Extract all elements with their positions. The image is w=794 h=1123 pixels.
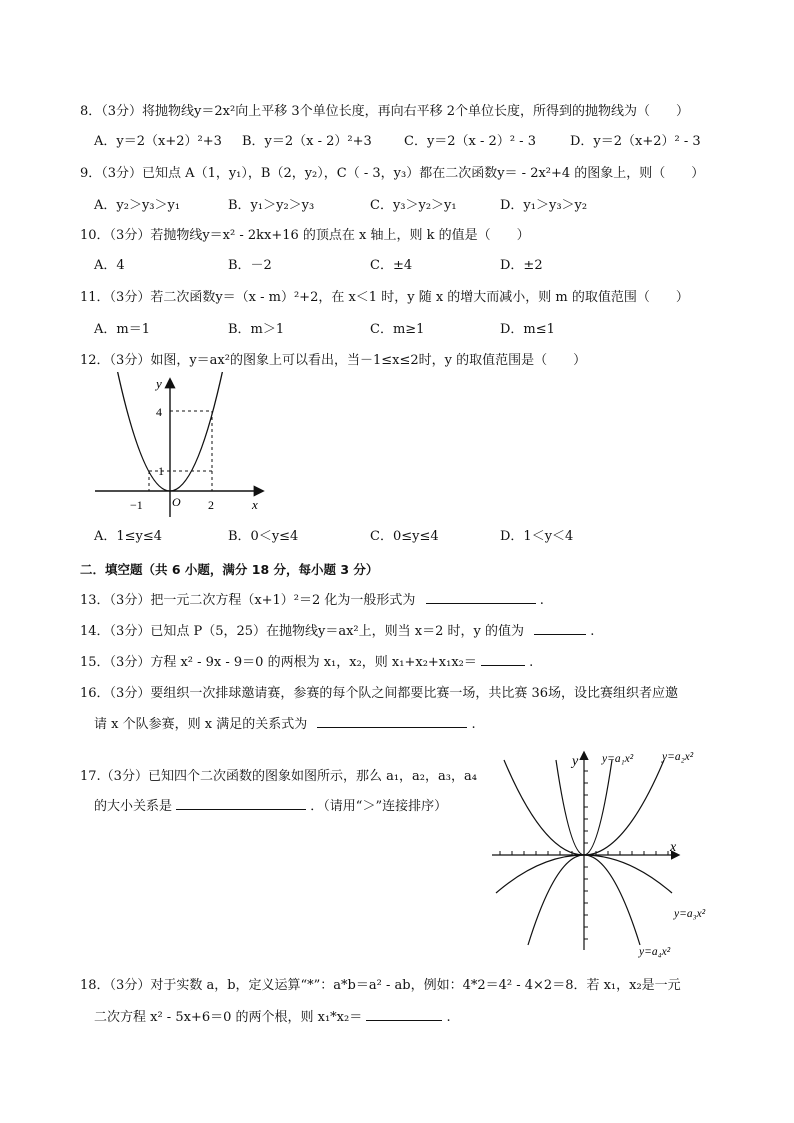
q8-option-c: C．y＝2（x - 2）² - 3 [404,134,536,149]
q12-tick-minus1: −1 [130,498,143,512]
q12-x-label: x [252,497,258,512]
q12-parabola-graph [90,372,280,522]
q14-answer-blank[interactable] [534,622,586,635]
q10-option-a: A．4 [94,258,125,273]
q9-option-a: A．y₂＞y₃＞y₁ [94,198,181,213]
q12-option-a: A．1≤y≤4 [94,529,163,544]
q15-end: . [529,655,534,670]
q10-option-c: C．±4 [370,258,413,273]
q12-tick-4: 4 [156,405,162,419]
q12-origin-label: O [172,495,181,509]
q8-option-a: A．y＝2（x+2）²+3 [94,134,222,149]
q11-option-a: A．m＝1 [94,322,150,337]
q17-line2 [94,797,447,816]
q16-line2 [94,715,476,734]
q12-stem: 12．（3分）如图，y＝ax²的图象上可以看出，当－1≤x≤2时，y 的取值范围是（ ） [80,353,587,368]
q12-option-d: D．1＜y＜4 [500,529,574,544]
q12-tick-2: 2 [208,498,214,512]
q11-stem: 11．（3分）若二次函数y＝（x - m）²+2，在 x＜1 时，y 随 x 的增大而减小，则 m 的取值范围（ ） [80,290,689,305]
q17-end: ．（请用“＞”连接排序） [310,799,448,814]
q9-option-c: C．y₃＞y₂＞y₁ [370,198,457,213]
q10-option-b: B．－2 [228,258,272,273]
q17-four-parabolas-graph [488,745,724,967]
q18-answer-blank[interactable] [366,1008,442,1021]
q15-text: 15．（3分）方程 x² - 9x - 9＝0 的两根为 x₁，x₂，则 x₁+x₂+x₁x₂＝ [80,655,477,670]
q17-y-label: y [572,754,579,769]
q9-option-b: B．y₁＞y₂＞y₃ [228,198,315,213]
q16-answer-blank[interactable] [317,715,467,728]
q18-text: 二次方程 x² - 5x+6＝0 的两个根，则 x₁*x₂＝ [94,1010,363,1025]
q8-option-d: D．y＝2（x+2）² - 3 [570,134,701,149]
q11-option-b: B．m＞1 [228,322,285,337]
q13-text: 13．（3分）把一元二次方程（x+1）²＝2 化为一般形式为 [80,593,416,608]
q17-label-a1: y=a₁x² [602,753,634,765]
q18-line2 [94,1008,451,1027]
q17-label-a3: y=a₃x² [674,908,706,920]
q16-end: . [471,717,476,732]
q13-answer-blank[interactable] [426,591,536,604]
q17-line1: 17.（3分）已知四个二次函数的图象如图所示，那么 a₁，a₂，a₃，a₄ [80,769,477,784]
q9-option-d: D．y₁＞y₃＞y₂ [500,198,588,213]
q18-end: . [446,1010,451,1025]
q10-option-d: D．±2 [500,258,543,273]
q10-stem: 10．（3分）若抛物线y＝x² - 2kx+16 的顶点在 x 轴上，则 k 的值是（ ） [80,228,530,243]
q16-text: 请 x 个队参赛，则 x 满足的关系式为 [94,717,308,732]
q15-answer-blank[interactable] [481,653,525,666]
q11-option-d: D．m≤1 [500,322,555,337]
q17-answer-blank[interactable] [176,797,306,810]
q16-line1: 16．（3分）要组织一次排球邀请赛，参赛的每个队之间都要比赛一场，共比赛 36场，设比赛组织者应邀 [80,686,678,701]
q17-x-label: x [670,840,677,855]
q11-option-c: C．m≥1 [370,322,425,337]
q12-option-c: C．0≤y≤4 [370,529,439,544]
q13-end: . [539,593,544,608]
q14-end: . [590,624,595,639]
q12-y-label: y [156,376,162,391]
q17-label-a4: y=a₄x² [639,946,671,958]
q17-label-a2: y=a₂x² [662,751,694,763]
q12-tick-1: 1 [158,464,164,478]
section-2-heading: 二．填空题（共 6 小题，满分 18 分，每小题 3 分） [80,562,379,577]
q17-text: 的大小关系是 [94,799,173,814]
q8-option-b: B．y＝2（x - 2）²+3 [242,134,372,149]
q12-option-b: B．0＜y≤4 [228,529,299,544]
q8-stem: 8．（3分）将抛物线y＝2x²向上平移 3个单位长度，再向右平移 2个单位长度，所得到的抛物线为（ ） [80,104,690,119]
q9-stem: 9．（3分）已知点 A（1，y₁），B（2，y₂），C（ - 3，y₃）都在二次函数y＝ - 2x²+4 的图象上，则（ ） [80,166,705,181]
q13 [80,591,544,610]
q18-line1: 18．（3分）对于实数 a，b，定义运算“*”：a*b＝a² - ab，例如：4*2＝4² - 4×2＝8．若 x₁，x₂是一元 [80,978,681,993]
q14 [80,622,594,641]
q15 [80,653,533,672]
q14-text: 14．（3分）已知点 P（5，25）在抛物线y＝ax²上，则当 x＝2 时，y 的值为 [80,624,524,639]
